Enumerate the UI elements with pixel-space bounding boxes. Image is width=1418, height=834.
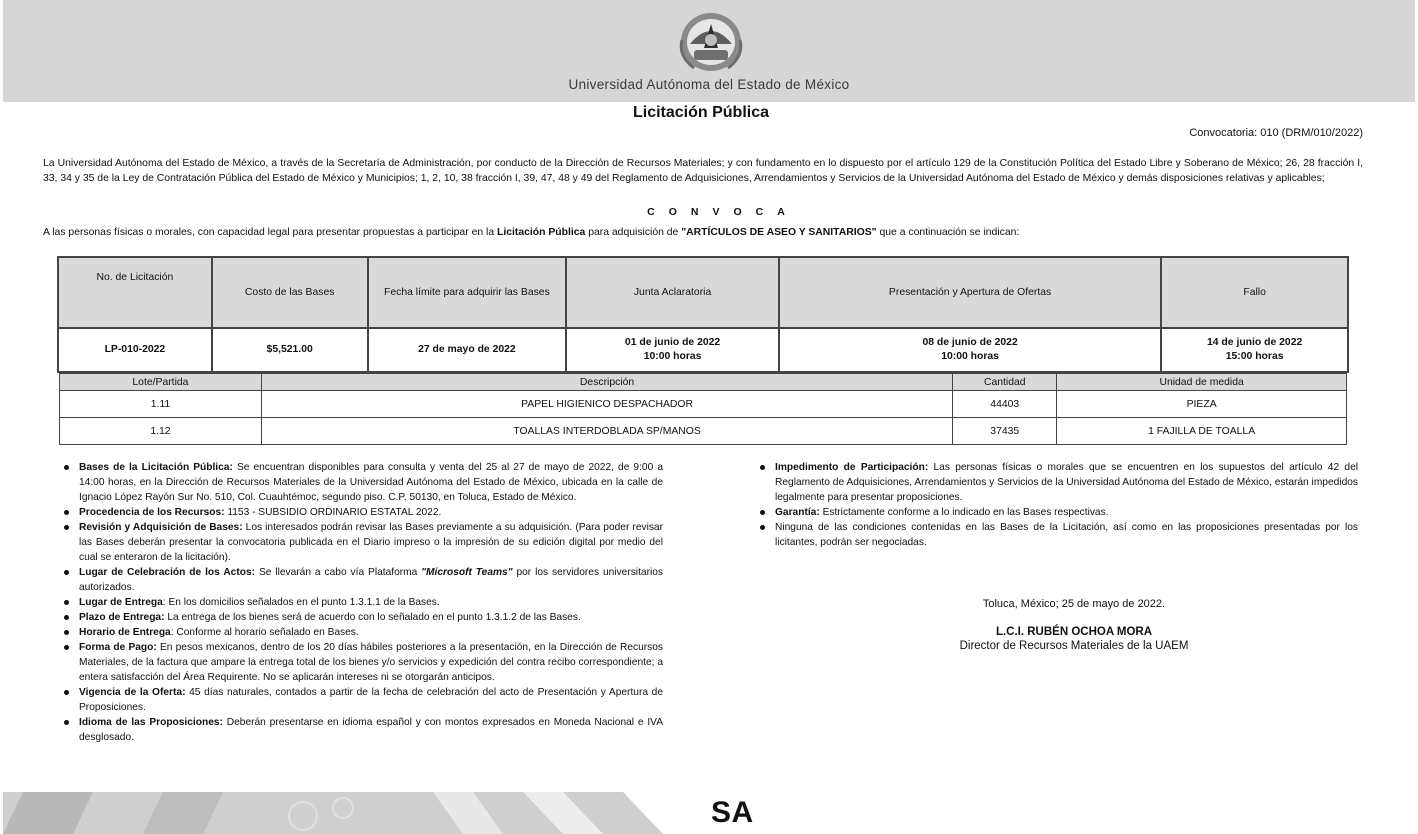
cell-fecha: 27 de mayo de 2022 (368, 328, 567, 372)
call-middle: para adquisición de (585, 227, 682, 238)
cell-descripcion: TOALLAS INTERDOBLADA SP/MANOS (261, 418, 952, 445)
convoca-heading: CONVOCA (647, 206, 799, 218)
page-title: Licitación Pública (632, 104, 770, 121)
header-cantidad: Cantidad (953, 374, 1057, 391)
table-row (58, 328, 1348, 372)
conditions-right-list (775, 460, 1358, 550)
list-item: Ninguna de las condiciones contenidas en las Bases de la Licitación, así como en las proposiciones presentadas por los licitantes, podrán ser negociadas. (775, 522, 1358, 548)
call-bold-licitacion: Licitación Pública (496, 227, 586, 238)
cell-apertura (779, 328, 1161, 372)
table-row (60, 391, 1347, 418)
signature-place-date: Toluca, México; 25 de mayo de 2022. (982, 598, 1166, 610)
cell-costo: $5,521.00 (212, 328, 368, 372)
cell-descripcion: PAPEL HIGIENICO DESPACHADOR (261, 391, 952, 418)
junta-hora: 10:00 horas (643, 351, 702, 362)
list-item: Procedencia de los Recursos: 1153 - SUBSIDIO ORDINARIO ESTATAL 2022. (79, 505, 663, 520)
signature-name: L.C.I. RUBÉN OCHOA MORA (995, 626, 1153, 638)
call-suffix: que a continuación se indican: (876, 227, 1020, 238)
header-apertura: Presentación y Apertura de Ofertas (779, 257, 1161, 328)
list-item: Bases de la Licitación Pública: Se encuentran disponibles para consulta y venta del 25 al 27 de mayo de 2022, de 9:00 a 14:00 horas, en la Dirección de Recursos Materiales de la Universidad Autónoma del Estado de México, ubicada en la calle de Ignacio López Rayón Sur No. 510, Col. Cuauhtémoc, segundo piso. C.P. 50130, en Toluca, Estado de México. (79, 462, 663, 503)
header-costo: Costo de las Bases (212, 257, 368, 328)
intro-paragraph: La Universidad Autónoma del Estado de México, a través de la Secretaría de Administración, por conducto de la Dirección de Recursos Materiales; y con fundamento en lo dispuesto por el artículo 129 de la Constitución Política del Estado Libre y Soberano de México; 26, 28 fracción I, 33, 34 y 35 de la Ley de Contratación Pública del Estado de México y Municipios; 1, 2, 10, 38 fracción I, 39, 47, 48 y 49 del Reglamento de Adquisiciones, Arrendamientos y Servicios de la Universidad Autónoma del Estado de México y demás disposiciones relativas y aplicables; (43, 158, 1363, 184)
header-fecha-limite: Fecha límite para adquirir las Bases (368, 257, 567, 328)
cell-numero: LP-010-2022 (58, 328, 212, 372)
list-item: Horario de Entrega: Conforme al horario señalado en Bases. (79, 625, 663, 640)
header-fallo: Fallo (1161, 257, 1348, 328)
junta-fecha: 01 de junio de 2022 (624, 337, 721, 348)
cell-cantidad: 37435 (953, 418, 1057, 445)
cell-lote: 1.12 (60, 418, 262, 445)
conditions-left-list (79, 460, 663, 745)
cell-lote: 1.11 (60, 391, 262, 418)
cell-junta (566, 328, 779, 372)
cell-unidad: 1 FAJILLA DE TOALLA (1057, 418, 1347, 445)
convocatoria-number: Convocatoria: 010 (DRM/010/2022) (1189, 127, 1363, 139)
apertura-hora: 10:00 horas (941, 351, 999, 362)
signature-role: Director de Recursos Materiales de la UAEM (959, 640, 1189, 652)
cell-fallo (1161, 328, 1348, 372)
header-junta: Junta Aclaratoria (566, 257, 779, 328)
header-descripcion: Descripción (261, 374, 952, 391)
cell-unidad: PIEZA (1057, 391, 1347, 418)
header-lote: Lote/Partida (60, 374, 262, 391)
list-item: Revisión y Adquisición de Bases: Los interesados podrán revisar las Bases previamente a su adquisición. (Para poder revisar las Bases deberán presentar la convocatoria publicada en el Diario impreso o la impresión de su edición digital por medio del cual se enteraron de la licitación). (79, 522, 663, 563)
list-item: Forma de Pago: En pesos mexicanos, dentro de los 20 días hábiles posteriores a la presentación, en la Dirección de Recursos Materiales, de la factura que ampare la entrega total de los bienes y/o servicios y expedición del contra recibo correspondiente; a entera satisfacción del Área Requirente. No se aplicarán intereses ni se otorgarán anticipos. (79, 642, 664, 683)
list-item: Idioma de las Proposiciones: Deberán presentarse en idioma español y con montos expresados en Moneda Nacional e IVA desglosado. (79, 717, 663, 743)
licitacion-table (57, 256, 1349, 373)
table-row (60, 418, 1347, 445)
list-item: Garantía: Estrictamente conforme a lo indicado en las Bases respectivas. (775, 505, 1358, 520)
list-item: Vigencia de la Oferta: 45 días naturales, contados a partir de la fecha de celebración del acto de Presentación y Apertura de Proposiciones. (79, 687, 663, 713)
lotes-table (59, 373, 1347, 445)
call-paragraph (43, 227, 1019, 238)
apertura-fecha: 08 de junio de 2022 (922, 337, 1018, 348)
list-item: Lugar de Entrega: En los domicilios señalados en el punto 1.3.1.1 de la Bases. (79, 595, 663, 610)
call-prefix: A las personas físicas o morales, con capacidad legal para presentar propuestas a participar en la (43, 227, 497, 238)
list-item: Lugar de Celebración de los Actos: Se llevarán a cabo vía Plataforma "Microsoft Teams" por los servidores universitarios autorizados. (79, 567, 663, 593)
header-unidad: Unidad de medida (1057, 374, 1347, 391)
university-seal-icon (676, 10, 746, 76)
footer-pattern (3, 792, 663, 834)
university-name: Universidad Autónoma del Estado de México (568, 77, 850, 92)
call-bold-articulos: "ARTÍCULOS DE ASEO Y SANITARIOS" (681, 227, 877, 238)
list-item: Plazo de Entrega: La entrega de los bienes será de acuerdo con lo señalado en el punto 1.3.1.2 de las Bases. (79, 610, 663, 625)
list-item: Impedimento de Participación: Las personas físicas o morales que se encuentren en los supuestos del artículo 42 del Reglamento de Adquisiciones, Arrendamientos y Servicios de la Universidad Autónoma del Estado de México, estarán impedidos legalmente para presentar proposiciones. (775, 462, 1358, 503)
cell-cantidad: 44403 (953, 391, 1057, 418)
header-no-licitacion: No. de Licitación (58, 257, 212, 328)
fallo-fecha: 14 de junio de 2022 (1206, 337, 1303, 348)
footer-mark: SA (711, 796, 754, 829)
fallo-hora: 15:00 horas (1225, 351, 1284, 362)
